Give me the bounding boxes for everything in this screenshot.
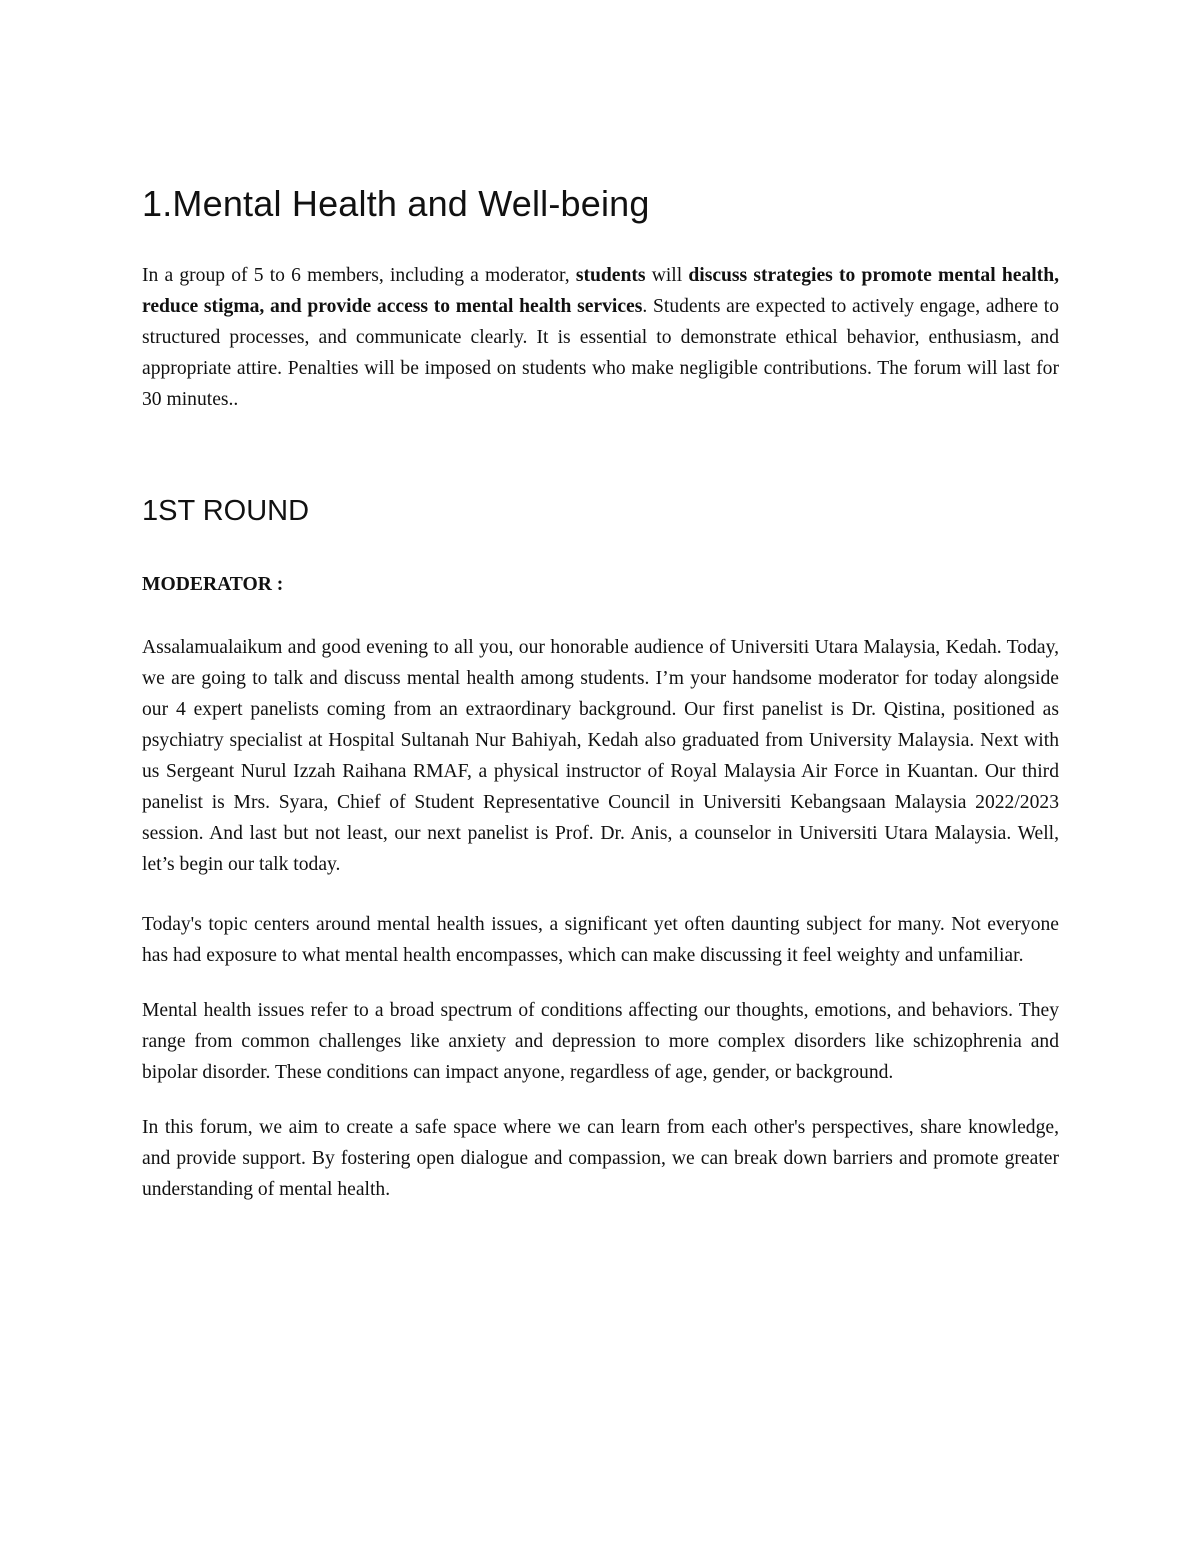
intro-paragraph — [142, 260, 1059, 415]
speaker-label-text: MODERATOR : — [142, 574, 284, 595]
intro-text-2: will — [645, 265, 689, 286]
speaker-label — [142, 569, 1059, 600]
intro-text-3: . Students are expected to actively engage, adhere to structured processes, and communicate clearly. It is essential to demonstrate ethical behavior, enthusiasm, and appropriate attire. Penalties will be imposed on students who make negligible contributions. The forum will last for 30 minutes.. — [142, 296, 1059, 410]
body-paragraph-2: Today's topic centers around mental health issues, a significant yet often daunting subject for many. Not everyone has had exposure to what mental health encompasses, which can make discussing it feel weighty and unfamiliar. — [142, 914, 1059, 966]
intro-text-1: In a group of 5 to 6 members, including a moderator, — [142, 265, 576, 286]
body-paragraph-3: Mental health issues refer to a broad spectrum of conditions affecting our thoughts, emotions, and behaviors. They range from common challenges like anxiety and depression to more complex disorders like schizophrenia and bipolar disorder. These conditions can impact anyone, regardless of age, gender, or background. — [142, 1000, 1059, 1083]
round-heading: 1ST ROUND — [142, 495, 310, 527]
body-paragraph-4: In this forum, we aim to create a safe space where we can learn from each other's perspectives, share knowledge, and provide support. By fostering open dialogue and compassion, we can break down barriers and promote greater understanding of mental health. — [142, 1117, 1059, 1200]
body-paragraph-1: Assalamualaikum and good evening to all you, our honorable audience of Universiti Utara Malaysia, Kedah. Today, we are going to talk and discuss mental health among students. I’m your handsome moderator for today alongside our 4 expert panelists coming from an extraordinary background. Our first panelist is Dr. Qistina, positioned as psychiatry specialist at Hospital Sultanah Nur Bahiyah, Kedah also graduated from University Malaysia. Next with us Sergeant Nurul Izzah Raihana RMAF, a physical instructor of Royal Malaysia Air Force in Kuantan. Our third panelist is Mrs. Syara, Chief of Student Representative Council in Universiti Kebangsaan Malaysia 2022/2023 session. And last but not least, our next panelist is Prof. Dr. Anis, a counselor in Universiti Utara Malaysia. Well, let’s begin our talk today. — [142, 637, 1059, 875]
intro-bold-1: students — [575, 265, 646, 286]
intro-bold-2: discuss strategies to promote mental health, reduce stigma, and provide access to mental health services — [142, 265, 1060, 317]
document-content — [142, 178, 1059, 1205]
document-title: 1.Mental Health and Well-being — [142, 183, 650, 224]
